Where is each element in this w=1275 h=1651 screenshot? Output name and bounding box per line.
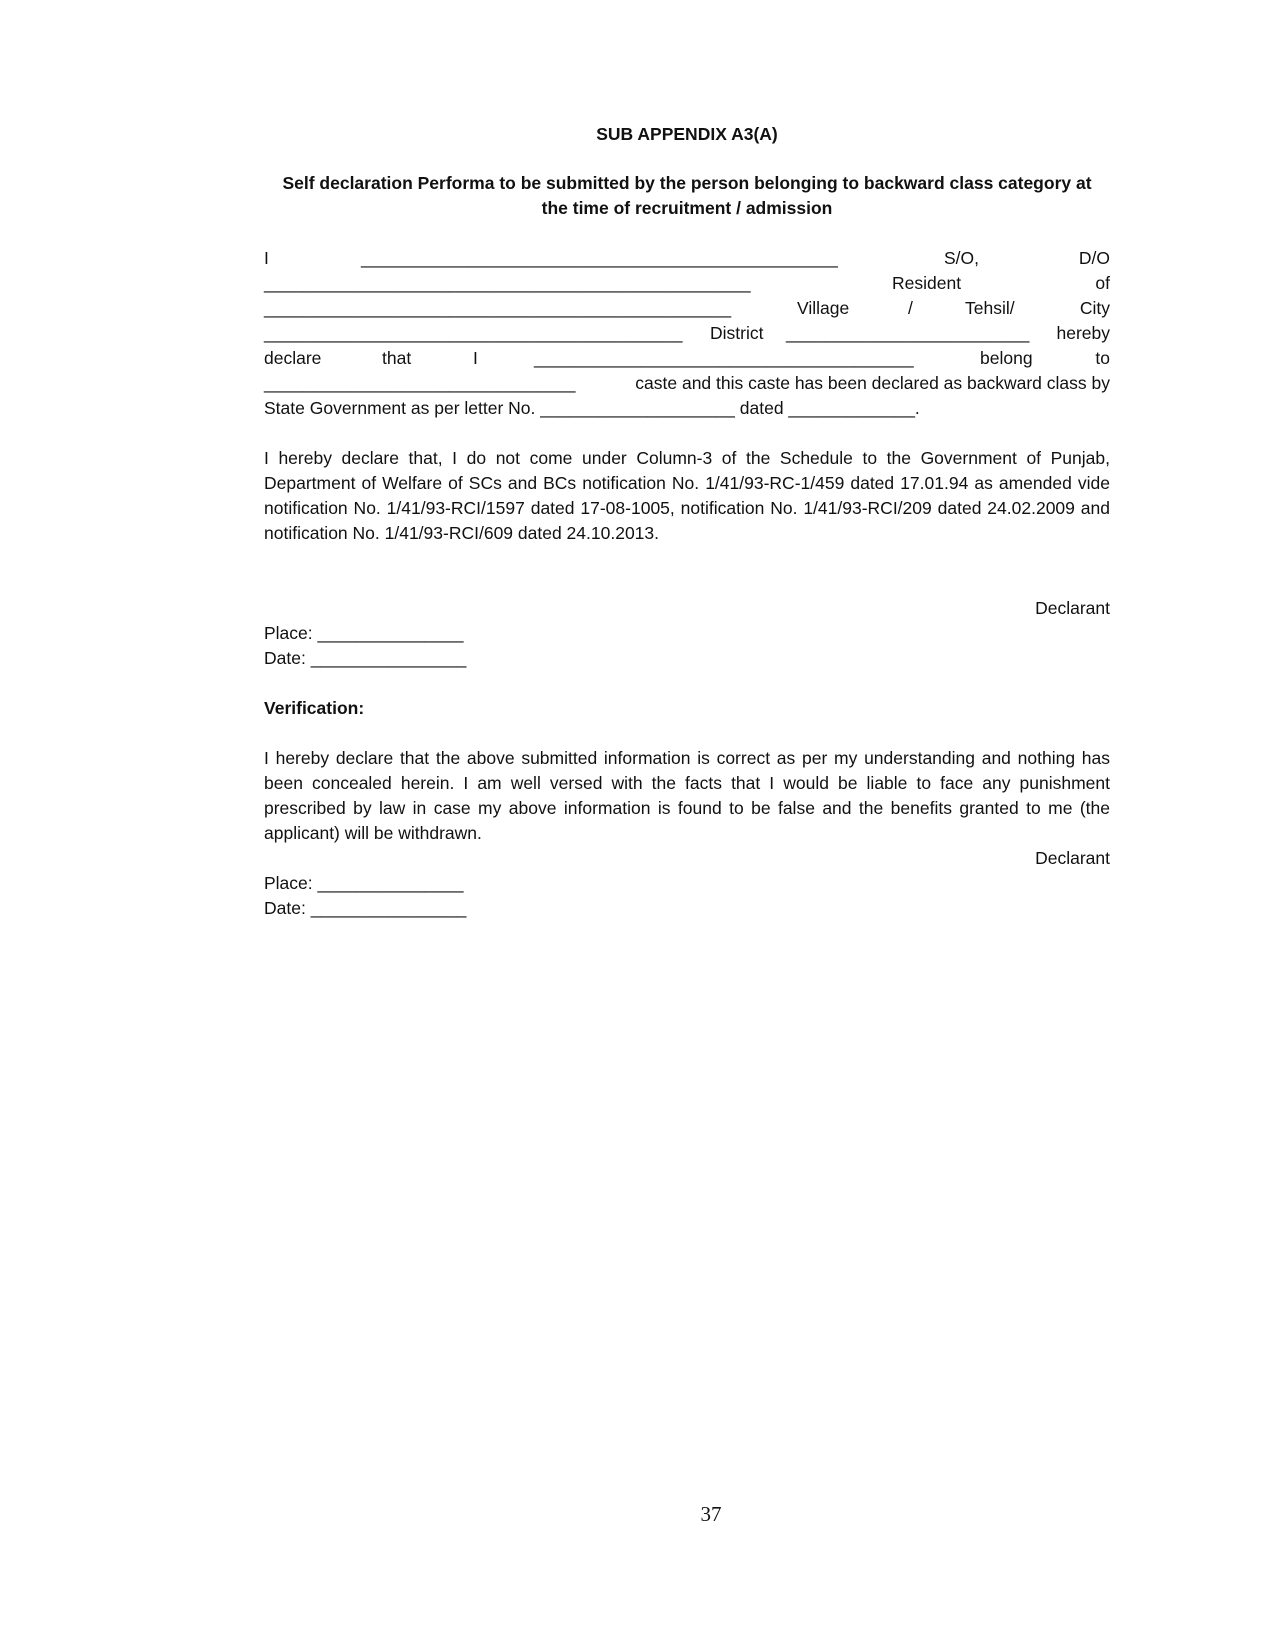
form-line-5 [264, 346, 1110, 371]
category-blank[interactable]: _______________________________________ [534, 348, 914, 368]
form-text: caste and this caste has been declared as backward class by [635, 373, 1110, 393]
form-text: I [264, 248, 269, 268]
form-text: City [1079, 298, 1110, 318]
form-text: of [1095, 273, 1110, 293]
date-field-2[interactable]: Date: ________________ [264, 898, 467, 918]
form-line-6 [264, 371, 1110, 396]
parent-name-blank[interactable]: __________________________________________________ [264, 273, 751, 293]
form-text: belong [980, 348, 1033, 368]
district-blank[interactable]: _________________________ [786, 323, 1030, 343]
form-line-3 [264, 296, 1110, 321]
place-field-2[interactable]: Place: _______________ [264, 873, 464, 893]
form-line-2 [264, 271, 1110, 296]
form-line-7: State Government as per letter No. ____________________ dated _____________. [264, 398, 920, 418]
form-text: declare [264, 348, 322, 368]
form-subtitle-line-1: Self declaration Performa to be submitted by the person belonging to backward class category at [282, 173, 1092, 193]
verification-heading: Verification: [264, 698, 365, 718]
appendix-title: SUB APPENDIX A3(A) [596, 124, 778, 144]
form-text: that [382, 348, 412, 368]
form-text: / [908, 298, 913, 318]
form-text: Village [797, 298, 850, 318]
declaration-paragraph: I hereby declare that, I do not come under Column-3 of the Schedule to the Government of Punjab, Department of Welfare of SCs and BCs notification No. 1/41/93-RC-1/459 dated 17.01.94 as amended vide notification No. 1/41/93-RCI/1597 dated 17-08-1005, notification No. 1/41/93-RCI/209 dated 24.02.2009 and notification No. 1/41/93-RCI/609 dated 24.10.2013. [264, 448, 1110, 543]
form-text: D/O [1078, 248, 1110, 268]
page-number: 37 [700, 1502, 722, 1526]
verification-paragraph: I hereby declare that the above submitted information is correct as per my understanding and nothing has been concealed herein. I am well versed with the facts that I would be liable to face any punishment prescribed by law in case my above information is found to be false and the benefits granted to me (the applicant) will be withdrawn. [264, 748, 1110, 843]
form-line-4 [264, 321, 1110, 346]
name-blank[interactable]: _________________________________________________ [361, 248, 838, 268]
form-line-1 [264, 246, 1110, 271]
form-text: Tehsil/ [965, 298, 1015, 318]
village-blank[interactable]: ________________________________________________ [264, 298, 732, 318]
city-blank[interactable]: ___________________________________________ [264, 323, 683, 343]
place-field-1[interactable]: Place: _______________ [264, 623, 464, 643]
form-text: Resident [892, 273, 962, 293]
date-field-1[interactable]: Date: ________________ [264, 648, 467, 668]
form-text: to [1095, 348, 1110, 368]
form-text: hereby [1056, 323, 1110, 343]
declarant-label-2: Declarant [1035, 848, 1110, 868]
declarant-label-1: Declarant [1035, 598, 1110, 618]
form-text: S/O, [944, 248, 980, 268]
caste-blank[interactable]: ________________________________ [264, 373, 576, 393]
form-text: District [710, 323, 764, 343]
form-subtitle-line-2: the time of recruitment / admission [541, 198, 833, 218]
form-text: I [473, 348, 478, 368]
